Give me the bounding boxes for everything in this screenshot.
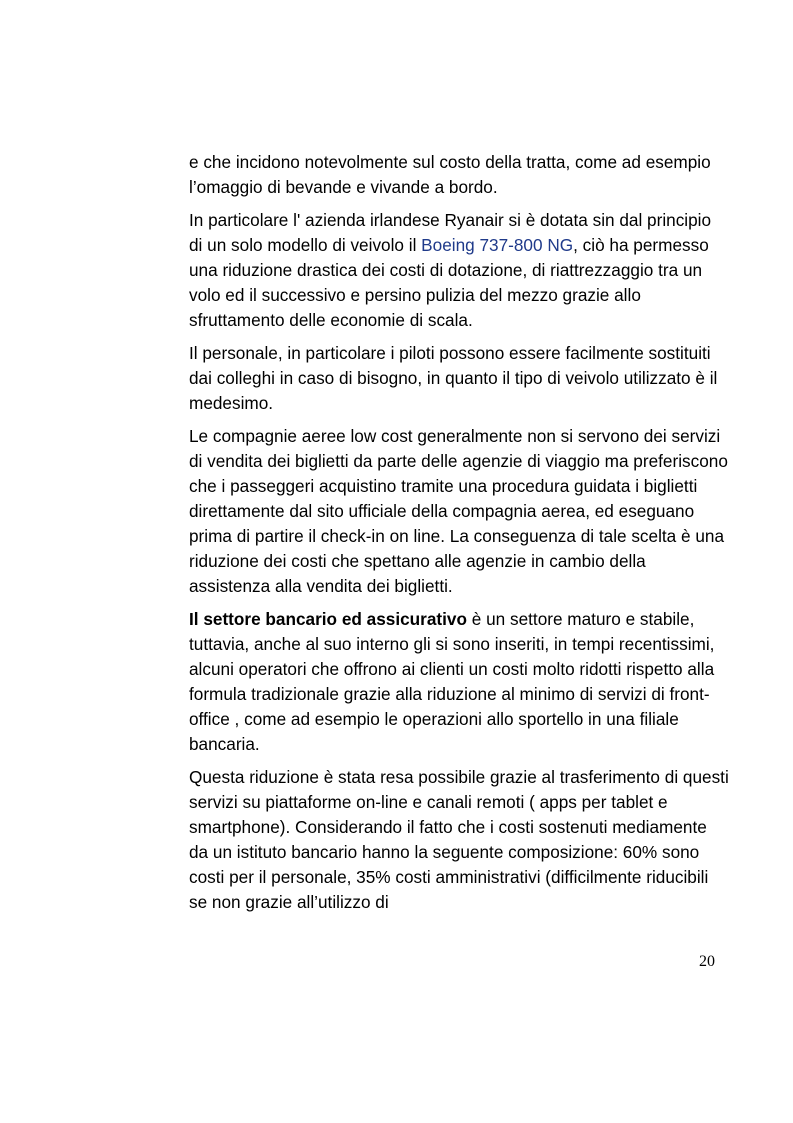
paragraph-text: Questa riduzione è stata resa possibile grazie al trasferimento di questi servizi su piattaforme on-line e canali remoti ( apps per tablet e smartphone). Considerando il fatto che i costi sostenuti mediamente da un istituto bancario hanno la seguente composizione: 60% sono costi per il personale, 35% costi amministrativi (difficilmente riducibili se non grazie all’utilizzo di <box>189 767 729 912</box>
page-number: 20 <box>699 953 715 970</box>
banking-sector-heading: Il settore bancario ed assicurativo <box>189 609 467 629</box>
paragraph-ryanair-fleet <box>189 208 729 333</box>
paragraph-staff <box>189 341 729 416</box>
paragraph-text: , ciò ha permesso una riduzione drastica dei costi di dotazione, di riattrezzaggio tra un volo ed il successivo e persino pulizia del mezzo grazie allo sfruttamento delle economie di scala. <box>189 235 709 330</box>
paragraph-text: è un settore maturo e stabile, tuttavia, anche al suo interno gli si sono inseriti, in tempi recentissimi, alcuni operatori che offrono ai clienti un costi molto ridotti rispetto alla formula tradizionale grazie alla riduzione al minimo di servizi di front-office , come ad esempio le operazioni allo sportello in una filiale bancaria. <box>189 609 715 754</box>
boeing-737-800-ng-link[interactable]: Boeing 737-800 NG <box>421 235 574 255</box>
paragraph-text: Il personale, in particolare i piloti possono essere facilmente sostituiti dai colleghi in caso di bisogno, in quanto il tipo di veivolo utilizzato è il medesimo. <box>189 343 718 413</box>
paragraph-text: In particolare l' azienda irlandese Ryanair si è dotata sin dal principio di un solo modello di veivolo il <box>189 210 712 255</box>
body-text <box>189 150 729 923</box>
paragraph-banking-sector <box>189 607 729 757</box>
paragraph-text: Le compagnie aeree low cost generalmente non si servono dei servizi di vendita dei biglietti da parte delle agenzie di viaggio ma preferiscono che i passeggeri acquistino tramite una procedura guidata i biglietti direttamente dal sito ufficiale della compagnia aerea, ed eseguano prima di partire il check-in on line. La conseguenza di tale scelta è una riduzione dei costi che spettano alle agenzie in cambio della assistenza alla vendita dei biglietti. <box>189 426 728 596</box>
paragraph-cost-reduction <box>189 765 729 915</box>
paragraph-text: e che incidono notevolmente sul costo della tratta, come ad esempio l’omaggio di bevande e vivande a bordo. <box>189 152 711 197</box>
paragraph-ticket-sales <box>189 424 729 599</box>
paragraph-cabin-services <box>189 150 729 200</box>
